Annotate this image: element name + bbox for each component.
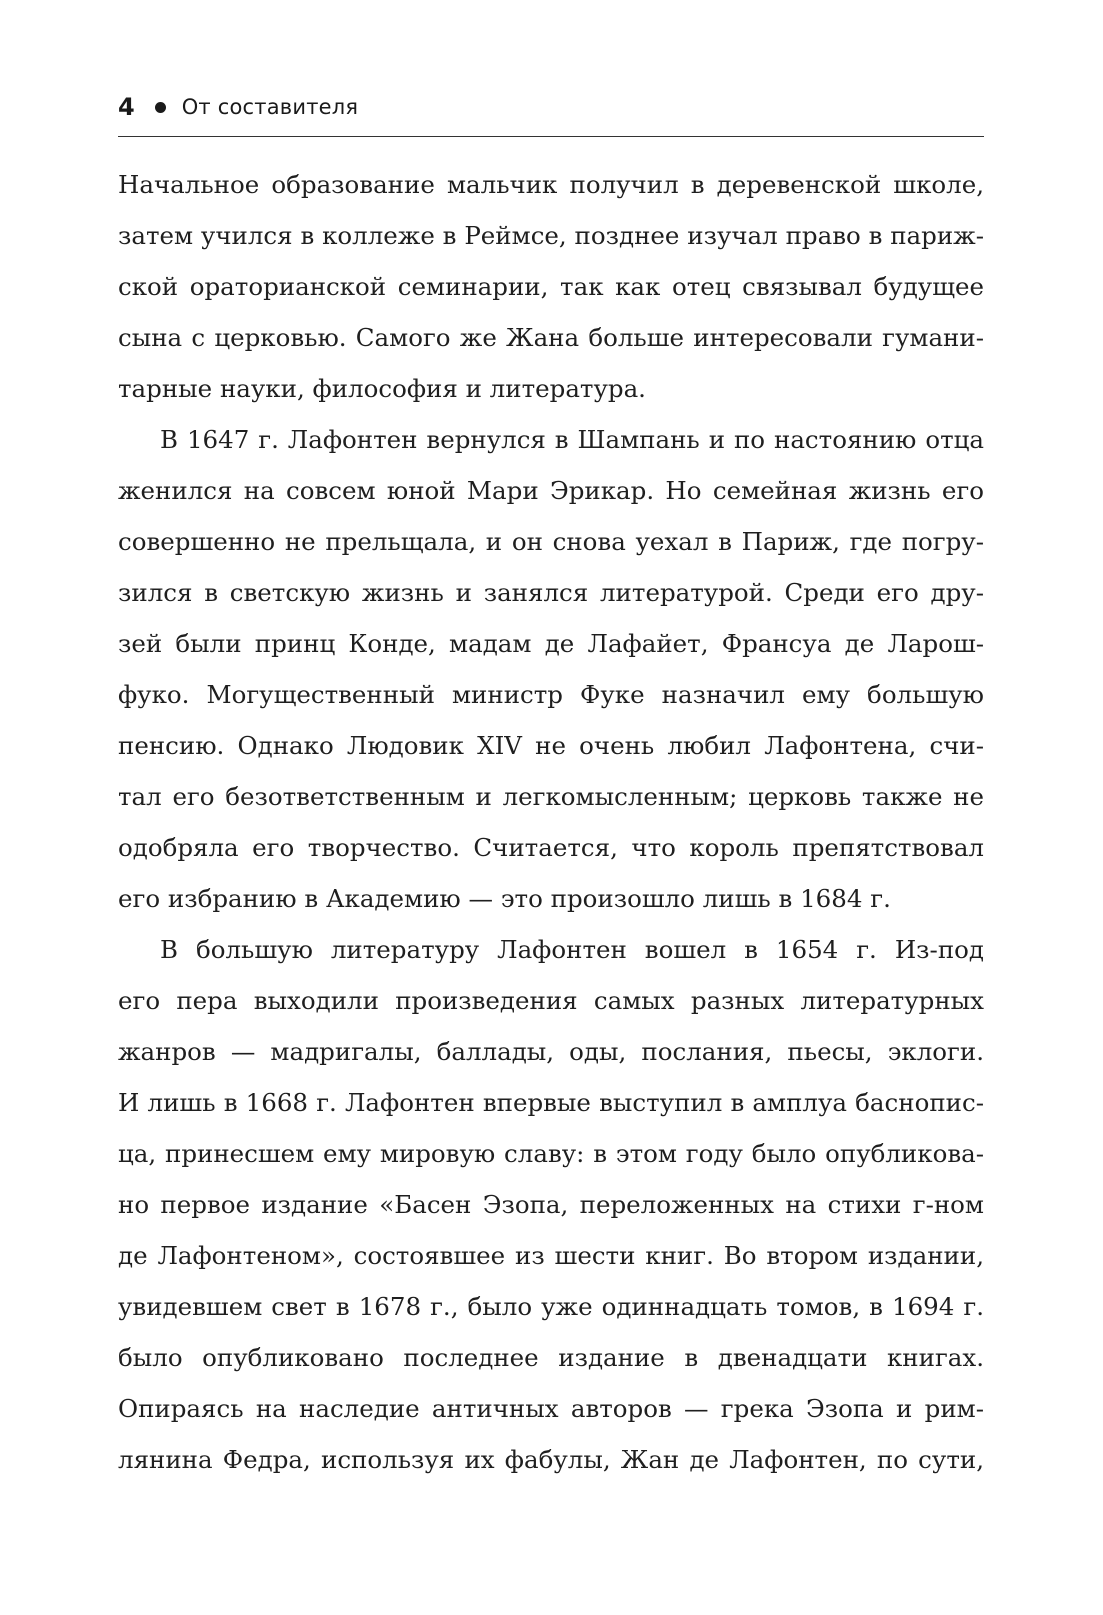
text-line: зей были принц Конде, мадам де Лафайет, Франсуа де Ларош- [118,629,984,658]
text-line: женился на совсем юной Мари Эрикар. Но семейная жизнь его [118,476,984,505]
text-line: но первое издание «Басен Эзопа, переложенных на стихи г-ном [118,1190,984,1219]
text-line: жанров — мадригалы, баллады, оды, послания, пьесы, эклоги. [118,1037,984,1066]
text-line: тарные науки, философия и литература. [118,374,646,403]
section-title: От составителя [181,95,359,119]
text-line: затем учился в коллеже в Реймсе, позднее изучал право в париж- [118,221,984,250]
text-line: пенсию. Однако Людовик XIV не очень любил Лафонтена, счи- [118,731,984,760]
running-head [118,90,984,124]
text-line: ца, принесшем ему мировую славу: в этом году было опубликова- [118,1139,984,1168]
text-line: его пера выходили произведения самых разных литературных [118,986,984,1015]
text-line: совершенно не прельщала, и он снова уехал в Париж, где погру- [118,527,984,556]
text-line: В большую литературу Лафонтен вошел в 1654 г. Из-под [160,935,984,964]
text-line: фуко. Могущественный министр Фуке назначил ему большую [118,680,984,709]
body-text [118,159,984,1485]
text-line: тал его безответственным и легкомысленным; церковь также не [118,782,984,811]
text-line: ской ораторианской семинарии, так как отец связывал будущее [118,272,984,301]
text-line: И лишь в 1668 г. Лафонтен впервые выступил в амплуа баснопис- [118,1088,984,1117]
text-line: было опубликовано последнее издание в двенадцати книгах. [118,1343,984,1372]
page-number: 4 [118,93,135,121]
text-line: Опираясь на наследие античных авторов — грека Эзопа и рим- [118,1394,984,1423]
text-line: одобряла его творчество. Считается, что король препятствовал [118,833,984,862]
text-line: его избранию в Академию — это произошло лишь в 1684 г. [118,884,891,913]
text-line: лянина Федра, используя их фабулы, Жан де Лафонтен, по сути, [118,1445,984,1474]
header-rule [118,136,984,137]
bullet-separator [155,102,166,113]
text-line: В 1647 г. Лафонтен вернулся в Шампань и по настоянию отца [160,425,984,454]
text-line: де Лафонтеном», состоявшее из шести книг. Во втором издании, [118,1241,984,1270]
text-line: сына с церковью. Самого же Жана больше интересовали гумани- [118,323,984,352]
text-line: зился в светскую жизнь и занялся литературой. Среди его дру- [118,578,984,607]
text-line: Начальное образование мальчик получил в деревенской школе, [118,170,984,199]
text-line: увидевшем свет в 1678 г., было уже одиннадцать томов, в 1694 г. [118,1292,984,1321]
